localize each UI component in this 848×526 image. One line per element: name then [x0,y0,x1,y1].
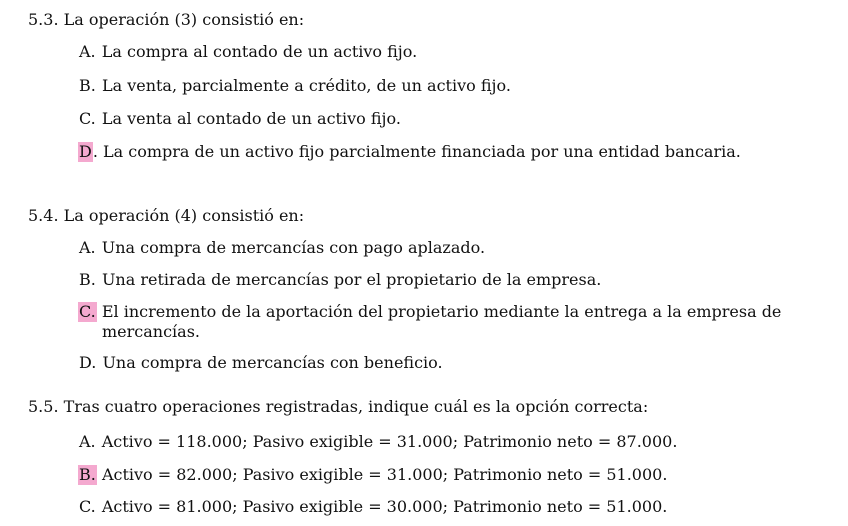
option-letter-highlighted: D [79,142,92,161]
option-letter: C. [79,109,96,128]
question-5-5-option-c[interactable] [78,497,667,517]
option-text: El incremento de la aportación del propietario mediante la entrega a la empresa de [101,302,782,321]
option-letter: B. [79,76,96,95]
option-letter: A. [79,432,96,451]
question-5-4-option-c[interactable] [78,302,823,342]
option-text-continuation: mercancías. [102,322,201,341]
option-text: Una compra de mercancías con beneficio. [102,353,443,372]
option-letter: D. [79,353,97,372]
option-text: La venta, parcialmente a crédito, de un activo fijo. [101,76,511,95]
option-text: Activo = 82.000; Pasivo exigible = 31.000; Patrimonio neto = 51.000. [101,465,668,484]
option-text: La compra al contado de un activo fijo. [101,42,418,61]
option-letter: B. [79,270,96,289]
option-text: La compra de un activo fijo parcialmente financiada por una entidad bancaria. [103,142,741,161]
question-5-3-heading: 5.3. La operación (3) consistió en: [28,10,305,29]
option-text: Una compra de mercancías con pago aplazado. [101,238,486,257]
question-5-3-option-d[interactable] [78,142,741,162]
option-text: Activo = 118.000; Pasivo exigible = 31.000; Patrimonio neto = 87.000. [101,432,678,451]
question-5-5-option-a[interactable] [78,432,677,452]
option-letter: A. [79,238,96,257]
question-5-3-option-c[interactable] [78,109,401,129]
question-5-3-option-b[interactable] [78,76,511,96]
option-letter-suffix: . [92,142,98,161]
question-5-4-option-d[interactable] [78,353,443,373]
question-5-4-heading: 5.4. La operación (4) consistió en: [28,206,305,225]
question-5-4-option-b[interactable] [78,270,601,290]
option-letter-highlighted: B. [79,465,96,484]
question-5-3-option-a[interactable] [78,42,417,62]
option-letter: A. [79,42,96,61]
question-5-4-option-a[interactable] [78,238,485,258]
option-text: Activo = 81.000; Pasivo exigible = 30.000; Patrimonio neto = 51.000. [101,497,668,516]
option-letter: C. [79,497,96,516]
question-5-5-heading: 5.5. Tras cuatro operaciones registradas, indique cuál es la opción correcta: [28,397,649,416]
question-5-5-option-b[interactable] [78,465,667,485]
option-text: La venta al contado de un activo fijo. [101,109,401,128]
option-text: Una retirada de mercancías por el propietario de la empresa. [101,270,602,289]
option-letter-highlighted: C. [79,302,96,321]
